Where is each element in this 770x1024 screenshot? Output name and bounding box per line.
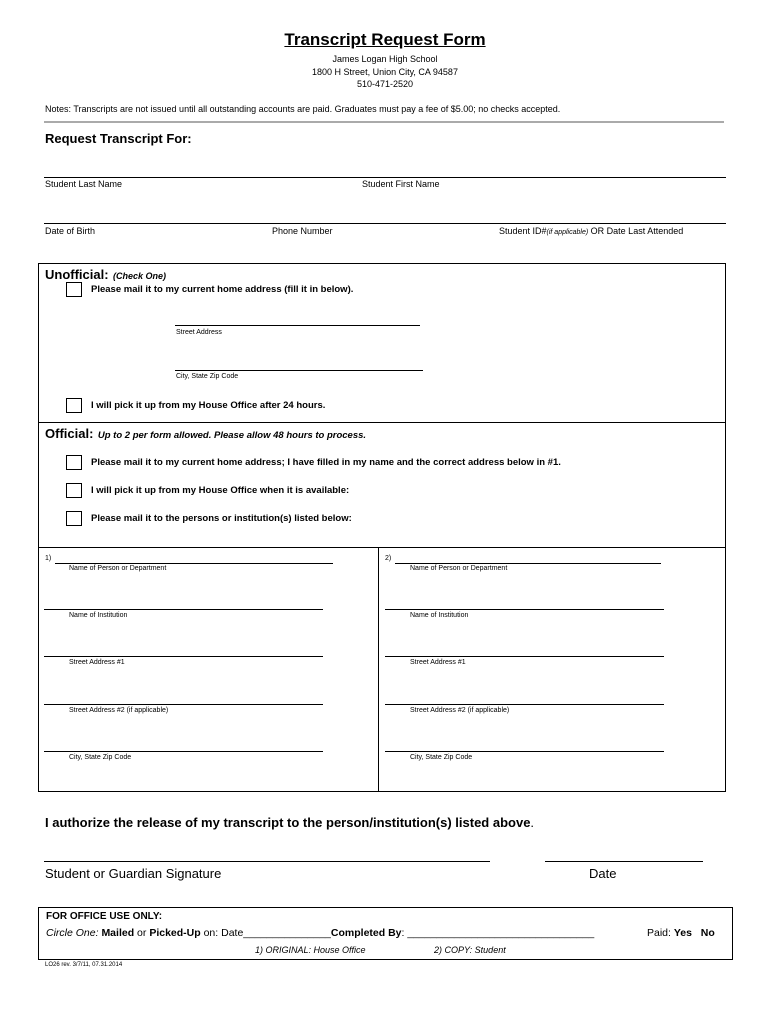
student-id-note: (if applicable)	[546, 229, 589, 236]
recipient-2-address1-label: Street Address #1	[410, 659, 466, 666]
dob-field-line[interactable]	[44, 223, 726, 224]
school-phone: 510-471-2520	[356, 79, 414, 89]
official-divider	[38, 422, 726, 423]
name-field-line[interactable]	[44, 177, 726, 178]
office-row	[46, 927, 594, 939]
unofficial-mail-checkbox[interactable]	[66, 282, 82, 297]
signature-label: Student or Guardian Signature	[45, 866, 222, 881]
recipient-2-institution-line[interactable]	[385, 609, 664, 610]
recipient-1-address2-line[interactable]	[44, 704, 323, 705]
recipients-divider	[38, 547, 726, 548]
recipient-2-address2-label: Street Address #2 (if applicable)	[410, 707, 510, 714]
unofficial-mail-label: Please mail it to my current home address (fill it in below).	[91, 284, 354, 295]
student-id-label	[499, 226, 683, 236]
official-pickup-checkbox[interactable]	[66, 483, 82, 498]
last-name-label: Student Last Name	[45, 179, 123, 189]
recipient-2-name-label: Name of Person or Department	[410, 565, 508, 572]
original-note: 1) ORIGINAL: House Office	[255, 945, 366, 955]
unofficial-heading: Unofficial:	[45, 267, 109, 282]
recipient-2-city-line[interactable]	[385, 751, 664, 752]
student-id-tail: OR Date Last Attended	[588, 226, 684, 236]
recipient-1-number: 1)	[45, 555, 52, 562]
recipient-2-institution-label: Name of Institution	[410, 612, 469, 619]
recipient-1-city-label: City, State Zip Code	[69, 754, 132, 761]
authorize-statement: I authorize the release of my transcript to the person/institution(s) listed above	[45, 815, 531, 830]
paid-no-option[interactable]: No	[700, 927, 715, 939]
paid-yes-option[interactable]: Yes	[673, 927, 692, 939]
picked-up-option[interactable]: Picked-Up	[149, 927, 201, 939]
date-line[interactable]	[545, 861, 703, 862]
first-name-label: Student First Name	[362, 179, 440, 189]
official-heading: Official:	[45, 426, 94, 441]
official-mail-inst-label: Please mail it to the persons or institution(s) listed below:	[91, 513, 352, 524]
unofficial-street-label: Street Address	[176, 329, 222, 336]
on-date-label: on: Date	[203, 927, 244, 939]
unofficial-pickup-checkbox[interactable]	[66, 398, 82, 413]
date-label: Date	[589, 866, 617, 881]
recipient-1-institution-label: Name of Institution	[69, 612, 128, 619]
office-date-blank[interactable]: _______________	[243, 927, 331, 939]
recipient-1-address2-label: Street Address #2 (if applicable)	[69, 707, 169, 714]
unofficial-street-line[interactable]	[175, 325, 420, 326]
recipient-1-name-line[interactable]	[55, 563, 333, 564]
recipient-1-city-line[interactable]	[44, 751, 323, 752]
or-text: or	[137, 927, 147, 939]
check-one-note: (Check One)	[113, 271, 167, 281]
official-note: Up to 2 per form allowed. Please allow 48 hours to process.	[97, 430, 367, 441]
phone-label: Phone Number	[272, 226, 333, 236]
unofficial-city-line[interactable]	[175, 370, 423, 371]
form-revision: LO26 rev. 3/7/11, 07.31.2014	[45, 962, 123, 968]
divider	[44, 121, 724, 123]
recipient-1-address1-line[interactable]	[44, 656, 323, 657]
copy-note: 2) COPY: Student	[434, 945, 506, 955]
official-mail-inst-checkbox[interactable]	[66, 511, 82, 526]
recipient-2-city-label: City, State Zip Code	[410, 754, 473, 761]
circle-one-label: Circle One:	[46, 927, 99, 939]
recipient-1-name-label: Name of Person or Department	[69, 565, 167, 572]
official-pickup-label: I will pick it up from my House Office when it is available:	[91, 485, 350, 496]
school-name: James Logan High School	[332, 54, 438, 64]
authorize-row	[45, 815, 534, 830]
official-mail-home-checkbox[interactable]	[66, 455, 82, 470]
dob-label: Date of Birth	[45, 226, 96, 236]
signature-line[interactable]	[44, 861, 490, 862]
form-title: Transcript Request Form	[284, 30, 486, 49]
notes: Notes: Transcripts are not issued until all outstanding accounts are paid. Graduates must pay a fee of $5.00; no checks accepted.	[45, 104, 561, 114]
office-heading: FOR OFFICE USE ONLY:	[46, 911, 163, 922]
request-heading: Request Transcript For:	[45, 131, 192, 146]
recipient-2-number: 2)	[385, 555, 392, 562]
unofficial-heading-row	[45, 266, 166, 284]
school-street: 1800 H Street, Union City, CA 94587	[312, 67, 458, 77]
recipient-2-name-line[interactable]	[395, 563, 661, 564]
recipient-1-address1-label: Street Address #1	[69, 659, 125, 666]
paid-label: Paid:	[647, 927, 671, 939]
unofficial-city-label: City, State Zip Code	[176, 373, 239, 380]
completed-by-label: Completed By	[330, 927, 402, 939]
recipients-column-divider	[378, 547, 379, 792]
authorize-period: .	[530, 815, 535, 830]
unofficial-pickup-label: I will pick it up from my House Office after 24 hours.	[91, 400, 326, 411]
recipient-2-address1-line[interactable]	[385, 656, 664, 657]
paid-row	[647, 927, 715, 939]
recipient-2-address2-line[interactable]	[385, 704, 664, 705]
recipient-1-institution-line[interactable]	[44, 609, 323, 610]
mailed-option[interactable]: Mailed	[101, 927, 135, 939]
student-id-text: Student ID#	[499, 226, 547, 236]
completed-by-blank[interactable]: : ________________________________	[401, 927, 595, 939]
official-mail-home-label: Please mail it to my current home address; I have filled in my name and the correct address below in #1.	[91, 457, 561, 468]
official-heading-row	[45, 425, 366, 443]
